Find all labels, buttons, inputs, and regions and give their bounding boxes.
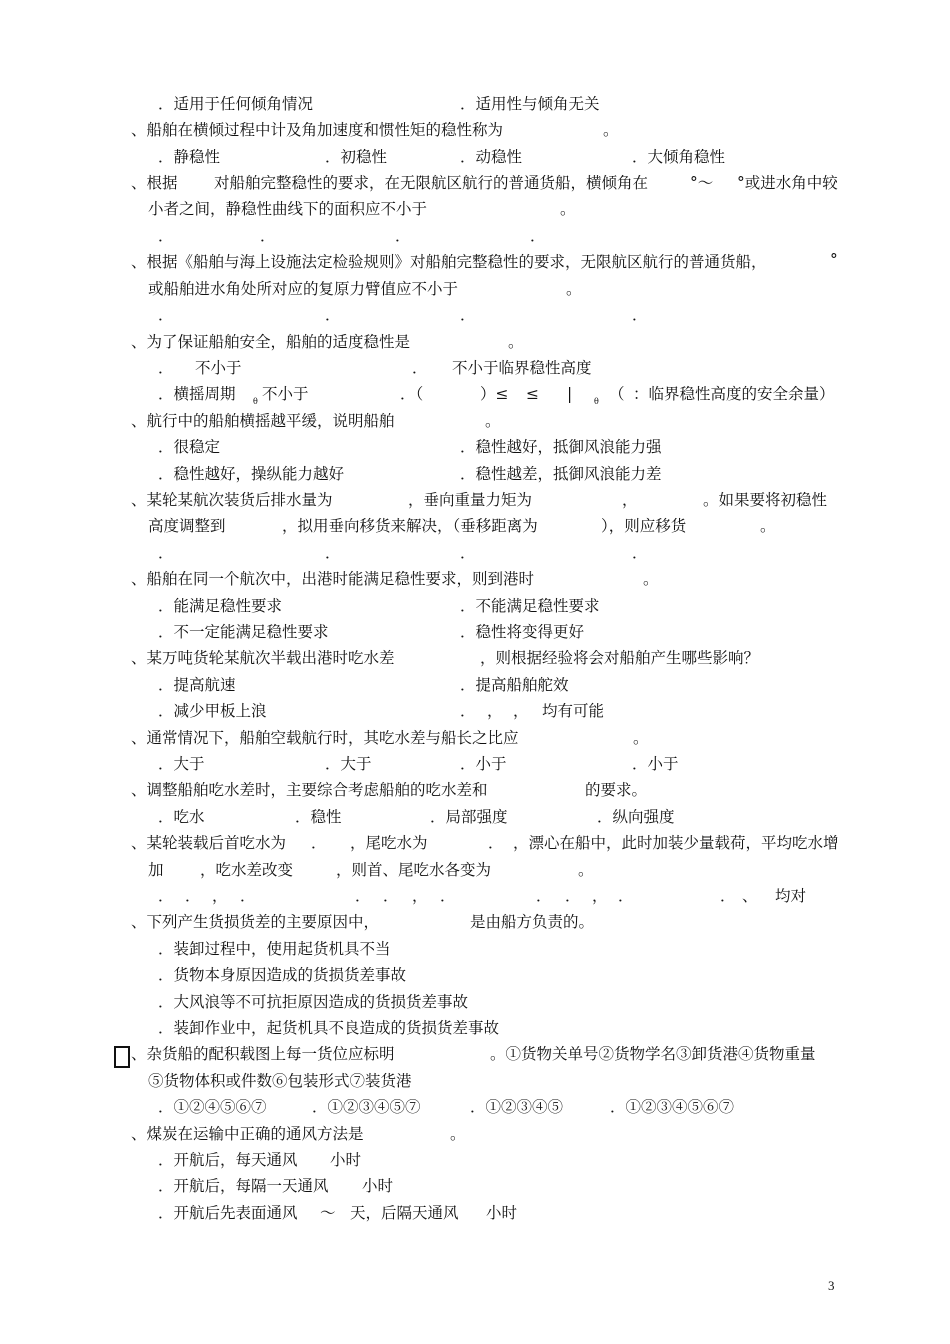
text-line: ． bbox=[440, 887, 456, 905]
text-line: 小者之间，静稳性曲线下的面积应不小于 bbox=[148, 200, 428, 218]
text-line: ． bbox=[632, 544, 648, 562]
text-line: ．①②③④⑤⑥⑦ bbox=[610, 1098, 735, 1116]
text-line: 小时 bbox=[362, 1177, 394, 1195]
text-line: ． bbox=[720, 887, 736, 905]
text-line: ．货物本身原因造成的货损货差事故 bbox=[158, 966, 407, 984]
text-line: 不小于 bbox=[262, 385, 309, 403]
text-line: ），则应移货 bbox=[601, 517, 687, 535]
text-line: | bbox=[567, 385, 573, 403]
text-line: ． bbox=[536, 887, 552, 905]
text-line: 。 bbox=[450, 1125, 466, 1143]
text-line: ．吃水 bbox=[158, 808, 205, 826]
theta-subscript: θ bbox=[594, 397, 599, 406]
text-line: ．很稳定 bbox=[158, 438, 221, 456]
text-line: 。 bbox=[633, 729, 649, 747]
text-line: 、为了保证船舶安全，船舶的适度稳性是 bbox=[131, 333, 411, 351]
text-line: ．稳性将变得更好 bbox=[460, 623, 585, 641]
text-line: ．提高船舶舵效 bbox=[460, 676, 569, 694]
text-line: ．大于 bbox=[325, 755, 372, 773]
text-line: ．开航后先表面通风 bbox=[158, 1204, 298, 1222]
text-line: ．静稳性 bbox=[158, 148, 221, 166]
text-line: 、根据《船舶与海上设施法定检验规则》对船舶完整稳性的要求，无限航区航行的普通货船， bbox=[131, 253, 767, 271]
text-line: 、某轮装载后首吃水为 bbox=[131, 834, 287, 852]
text-line: ．适用于任何倾角情况 bbox=[158, 95, 314, 113]
text-line: 、下列产生货损货差的主要原因中， bbox=[131, 913, 380, 931]
text-line: ≤ bbox=[526, 385, 539, 403]
text-line: ． bbox=[158, 887, 174, 905]
text-line: 均对 bbox=[775, 887, 807, 905]
text-line: ．装卸作业中，起货机具不良造成的货损货差事故 bbox=[158, 1019, 500, 1037]
text-line: ． bbox=[311, 834, 327, 852]
text-line: ， bbox=[592, 887, 608, 905]
text-line: ． bbox=[158, 306, 174, 324]
text-line: ．稳性越好，抵御风浪能力强 bbox=[460, 438, 662, 456]
text-line: ⑤货物体积或件数⑥包装形式⑦装货港 bbox=[148, 1072, 412, 1090]
text-line: 对船舶完整稳性的要求，在无限航区航行的普通货船，横倾角在 bbox=[214, 174, 649, 192]
text-line: ． bbox=[355, 887, 371, 905]
text-line: ． bbox=[632, 306, 648, 324]
text-line: 、杂货船的配积载图上每一货位应标明 bbox=[131, 1045, 395, 1063]
text-line: 加 bbox=[148, 861, 164, 879]
text-line: ，吃水差改变 bbox=[200, 861, 294, 879]
text-line: ．装卸过程中，使用起货机具不当 bbox=[158, 940, 391, 958]
text-line: 、某轮某航次装货后排水量为 bbox=[131, 491, 333, 509]
text-line: ． bbox=[460, 702, 476, 720]
text-line: ．①②④⑤⑥⑦ bbox=[158, 1098, 267, 1116]
text-line: ）≤ bbox=[480, 385, 509, 403]
text-line: ，垂向重量力矩为 bbox=[408, 491, 533, 509]
text-line: 。 bbox=[508, 333, 524, 351]
text-line: ，尾吃水为 bbox=[350, 834, 428, 852]
text-line: 。①货物关单号②货物学名③卸货港④货物重量 bbox=[490, 1045, 816, 1063]
text-line: ． bbox=[185, 887, 201, 905]
text-line: ．稳性 bbox=[295, 808, 342, 826]
text-line: ．减少甲板上浪 bbox=[158, 702, 267, 720]
text-line: 、船舶在横倾过程中计及角加速度和惯性矩的稳性称为 bbox=[131, 121, 504, 139]
text-line: ． bbox=[488, 834, 504, 852]
text-line: ． bbox=[158, 359, 174, 377]
text-line: ， bbox=[412, 887, 428, 905]
theta-subscript: θ bbox=[253, 397, 258, 406]
text-line: ． bbox=[158, 544, 174, 562]
text-line: ， bbox=[212, 887, 228, 905]
text-line: ． bbox=[325, 544, 341, 562]
text-line: ．不一定能满足稳性要求 bbox=[158, 623, 329, 641]
text-line: ．大倾角稳性 bbox=[632, 148, 726, 166]
text-line: ．小于 bbox=[460, 755, 507, 773]
text-line: ． bbox=[460, 306, 476, 324]
text-line: ． bbox=[565, 887, 581, 905]
text-line: °或进水角中较 bbox=[737, 174, 838, 192]
text-line: ． bbox=[412, 359, 428, 377]
text-line: °～ bbox=[690, 174, 714, 192]
text-line: 、船舶在同一个航次中，出港时能满足稳性要求，则到港时 bbox=[131, 570, 535, 588]
text-line: ．能满足稳性要求 bbox=[158, 597, 283, 615]
text-line: 。 bbox=[485, 412, 501, 430]
text-line: 小时 bbox=[486, 1204, 518, 1222]
text-line: ．适用性与倾角无关 bbox=[460, 95, 600, 113]
text-line: ， bbox=[622, 491, 638, 509]
text-line: 。 bbox=[578, 861, 594, 879]
text-line: 小时 bbox=[330, 1151, 362, 1169]
text-line: ～ bbox=[320, 1204, 336, 1222]
text-line: ．不能满足稳性要求 bbox=[460, 597, 600, 615]
text-line: 。 bbox=[760, 517, 776, 535]
text-line: 、调整船舶吃水差时，主要综合考虑船舶的吃水差和 bbox=[131, 781, 488, 799]
text-line: ．提高航速 bbox=[158, 676, 236, 694]
text-line: 、 bbox=[742, 887, 758, 905]
text-line: ．小于 bbox=[632, 755, 679, 773]
text-line: ． bbox=[158, 227, 174, 245]
text-line: ． bbox=[240, 887, 256, 905]
text-line: 。 bbox=[566, 280, 582, 298]
text-line: ．大于 bbox=[158, 755, 205, 773]
text-line: ． bbox=[618, 887, 634, 905]
text-line: ，漂心在船中，此时加装少量载荷，平均吃水增 bbox=[513, 834, 839, 852]
text-line: ． bbox=[395, 227, 411, 245]
text-line: ． bbox=[460, 544, 476, 562]
text-line: 不小于 bbox=[195, 359, 242, 377]
text-line: ° bbox=[830, 251, 838, 269]
text-line: 不小于临界稳性高度 bbox=[452, 359, 592, 377]
text-line: 、根据 bbox=[131, 174, 178, 192]
text-line: 均有可能 bbox=[542, 702, 605, 720]
text-line: ． bbox=[383, 887, 399, 905]
text-line: ．大风浪等不可抗拒原因造成的货损货差事故 bbox=[158, 993, 469, 1011]
text-line: ． bbox=[260, 227, 276, 245]
text-line: 。如果要将初稳性 bbox=[703, 491, 828, 509]
checkbox-mark bbox=[114, 1046, 130, 1068]
text-line: 的要求。 bbox=[585, 781, 648, 799]
text-line: ．①②③④⑤⑦ bbox=[312, 1098, 421, 1116]
text-line: 、某万吨货轮某航次半载出港时吃水差 bbox=[131, 649, 395, 667]
text-line: ． bbox=[325, 306, 341, 324]
text-line: ．稳性越差，抵御风浪能力差 bbox=[460, 465, 662, 483]
text-line: ．（ bbox=[400, 385, 424, 403]
text-line: ，则首、尾吃水各变为 bbox=[336, 861, 492, 879]
text-line: ．稳性越好，操纵能力越好 bbox=[158, 465, 345, 483]
text-line: ， bbox=[487, 702, 503, 720]
text-line: ．纵向强度 bbox=[597, 808, 675, 826]
text-line: 或船舶进水角处所对应的复原力臂值应不小于 bbox=[148, 280, 459, 298]
text-line: ：临界稳性高度的安全余量） bbox=[633, 385, 835, 403]
text-line: ．开航后，每隔一天通风 bbox=[158, 1177, 329, 1195]
text-line: 。 bbox=[603, 121, 619, 139]
text-line: ． bbox=[530, 227, 546, 245]
text-line: ，拟用垂向移货来解决，（垂移距离为 bbox=[282, 517, 538, 535]
text-line: ．①②③④⑤ bbox=[470, 1098, 564, 1116]
text-line: 。 bbox=[560, 200, 576, 218]
text-line: 、煤炭在运输中正确的通风方法是 bbox=[131, 1125, 364, 1143]
text-line: 高度调整到 bbox=[148, 517, 226, 535]
text-line: ， bbox=[513, 702, 529, 720]
text-line: 、通常情况下，船舶空载航行时，其吃水差与船长之比应 bbox=[131, 729, 519, 747]
text-line: ．局部强度 bbox=[430, 808, 508, 826]
text-line: ．动稳性 bbox=[460, 148, 523, 166]
text-line: ．横摇周期 bbox=[158, 385, 236, 403]
text-line: （ bbox=[609, 385, 625, 403]
text-line: 是由船方负责的。 bbox=[470, 913, 595, 931]
text-line: 。 bbox=[643, 570, 659, 588]
text-line: ，则根据经验将会对船舶产生哪些影响？ bbox=[480, 649, 760, 667]
page-number: 3 bbox=[828, 1278, 835, 1293]
text-line: ．开航后，每天通风 bbox=[158, 1151, 298, 1169]
text-line: ．初稳性 bbox=[325, 148, 388, 166]
text-line: 、航行中的船舶横摇越平缓，说明船舶 bbox=[131, 412, 395, 430]
text-line: 天，后隔天通风 bbox=[350, 1204, 459, 1222]
